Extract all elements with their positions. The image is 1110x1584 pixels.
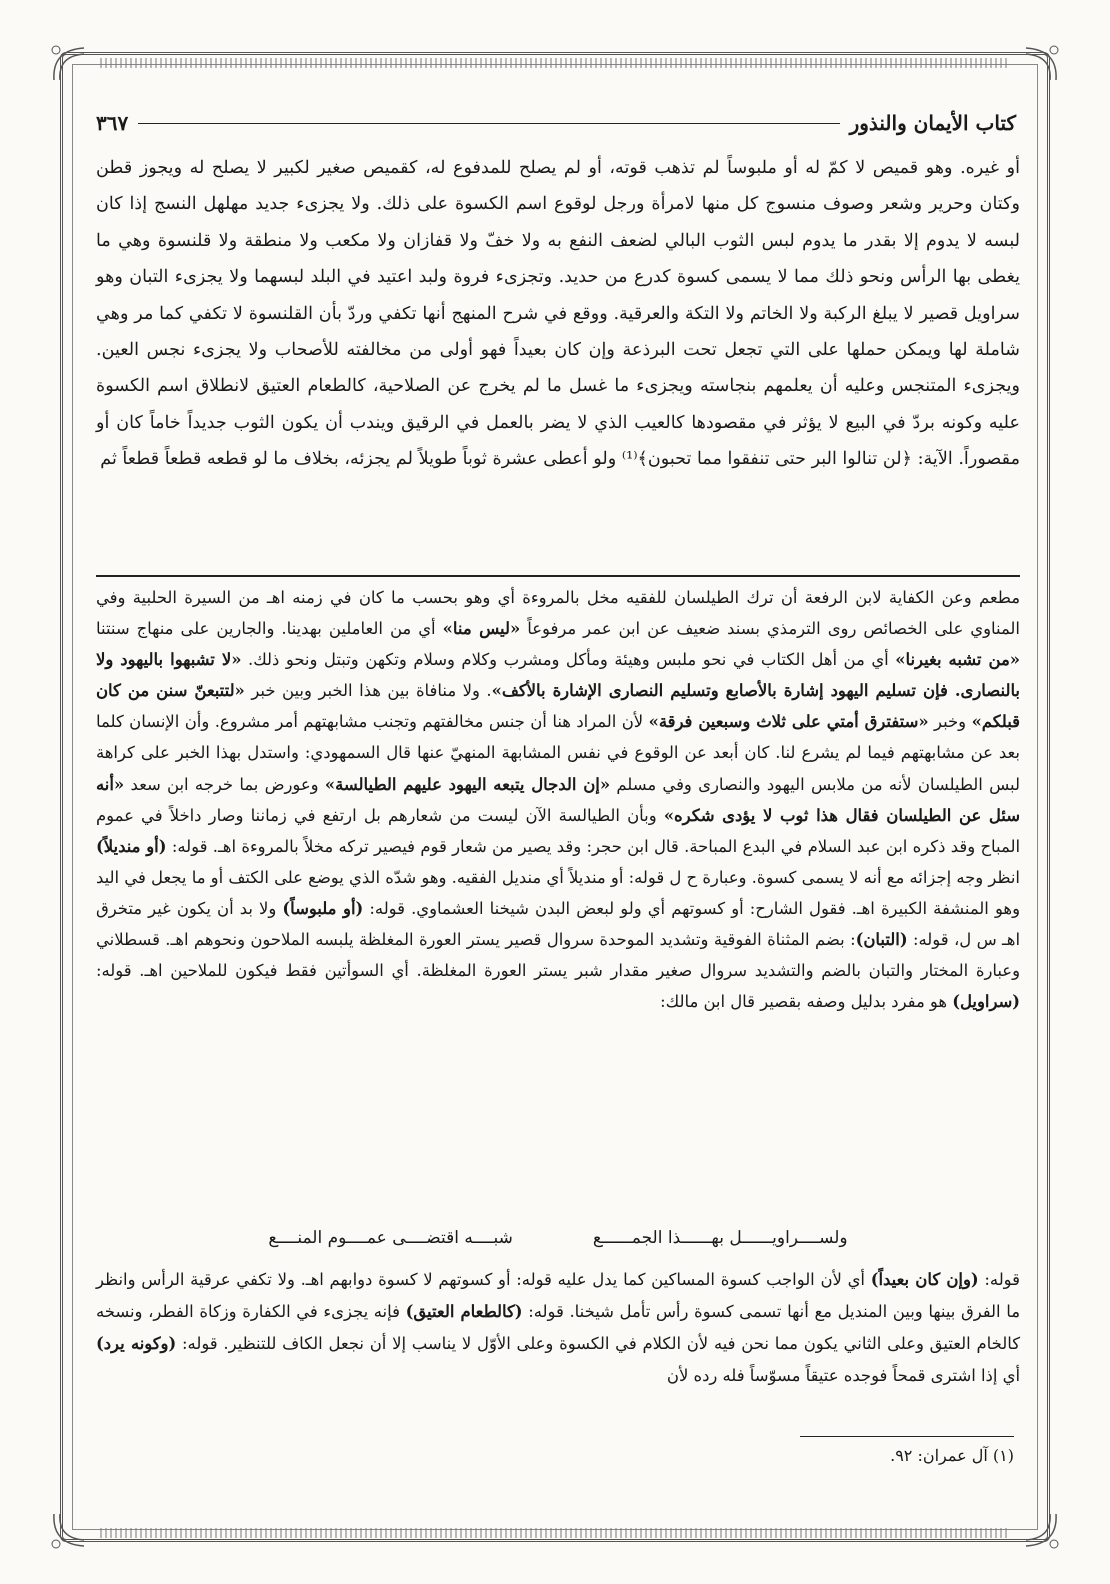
main-text-paragraph: أو غيره. وهو قميص لا كمّ له أو ملبوساً لم تذهب قوته، أو لم يصلح للمدفوع له، كقميص صغير لكبير لا يصلح له ويجوز قطن وكتان وحرير وشعر وصوف منسوج كل منها لامرأة ورجل لوقوع اسم الكسوة على ذلك. ولا يجزىء جديد مهلهل النسج إذا كان لبسه لا يدوم إلا بقدر ما يدوم لبس الثوب البالي لضعف النفع به ولا خفّ ولا قفازان ولا مكعب ولا منطقة ولا قلنسوة وهي ما يغطى بها الرأس ونحو ذلك مما لا يسمى كسوة كدرع من حديد. وتجزىء فروة ولبد اعتيد في البلد لبسهما ولا يجزىء التبان وهو سراويل قصير لا يبلغ الركبة ولا الخاتم ولا التكة والعرقية. ووقع في شرح المنهج أنها تكفي وردّ بأن القلنسوة لا تكفي كما مر وهي شاملة لها ويمكن حملها على التي تجعل تحت البرذعة وإن كان بعيداً فهو أولى من مخالفته للأصحاب ولا يجزىء نجس العين. ويجزىء المتنجس وعليه أن يعلمهم بنجاسته ويجزىء ما غسل ما لم يخرج عن الصلاحية، كالطعام العتيق لانطلاق اسم الكسوة عليه وكونه بردّ في البيع لا يؤثر في مقصودها كالعيب الذي لا يضر بالعمل في الرقيق ويندب أن يكون الثوب جديداً خاماً كان أو مقصوراً. الآية: ﴿لن تنالوا البر حتى تنفقوا مما تحبون﴾⁽¹⁾ ولو أعطى عشرة ثوباً طويلاً لم يجزئه، بخلاف ما لو قطعه قطعاً قطعاً ثم bbox=[96, 158, 1020, 470]
commentary-paragraph bbox=[96, 1264, 1020, 1392]
hadith-quote: «أنه سئل عن الطيلسان فقال هذا ثوب لا يؤدى شكره» bbox=[96, 774, 1020, 825]
commentary-text: وخبر bbox=[928, 712, 972, 732]
lemma: (التبان) bbox=[855, 930, 908, 950]
hadith-quote: «من تشبه بغيرنا» bbox=[895, 650, 1020, 670]
header-rule bbox=[138, 123, 839, 124]
commentary-continued bbox=[96, 1210, 1020, 1392]
commentary-text: قوله: bbox=[978, 1270, 1020, 1289]
corner-ornament-icon bbox=[46, 1508, 92, 1554]
commentary-text: أي من أهل الكتاب في نحو ملبس وهيئة ومأكل ومشرب وكلام وسلام وتكهن وتبتل ونحو ذلك. bbox=[241, 650, 896, 670]
running-header bbox=[96, 108, 1016, 138]
commentary-text: ولا بد أن يكون غير متخرق اهـ س ل، قوله: bbox=[96, 898, 1021, 950]
poem-hemistich-1: ولســــراويــــــل بهــــــذا الجمــــــع bbox=[592, 1228, 848, 1248]
commentary-text: أي إذا اشترى قمحاً فوجده عتيقاً مسوّساً فله رده لأن bbox=[666, 1366, 1020, 1385]
commentary-text: أي من العاملين بهدينا. والجارين على منهاج سنتنا bbox=[96, 619, 443, 639]
commentary-text: : بضم المثناة الفوقية وتشديد الموحدة سروال قصير يستر العورة المغلظة يلبسه الملاحون ونحوهم اهـ. قسطلاني وعبارة المختار والتبان بالضم والتشديد سروال صغير مقدار شبر يستر العورة المغلظة. أي السوأتين فقط فيكون للملاحين اهـ. قوله: bbox=[96, 930, 1020, 981]
commentary-text: انظر وجه إجزائه مع أنه لا يسمى كسوة. وعبارة ح ل قوله: أو منديلاً أي منديل الفقيه. وهو شدّه الذي يوضع على الكتف أو ما يجعل في اليد وهو المنشفة الكبيرة اهـ. فقول الشارح: أو كسوتهم أي ولو لبعض البدن شيخنا العشماوي. قوله: bbox=[96, 867, 1020, 918]
lemma: (وإن كان بعيداً) bbox=[870, 1270, 979, 1289]
commentary-text: هو مفرد بدليل وصفه بقصير قال ابن مالك: bbox=[660, 992, 953, 1012]
main-text bbox=[96, 150, 1020, 478]
border-ornament-bottom bbox=[100, 1528, 1010, 1538]
commentary-text: أي لأن الواجب كسوة المساكين كما يدل عليه قوله: أو كسوتهم لا كسوة دوابهم اهـ. ولا تكفي عرقية الرأس وانظر ما الفرق بينها وبين المنديل مع أنها تسمى كسوة رأس تأمل شيخنا. قوله: bbox=[96, 1270, 1020, 1321]
hadith-quote: «إن الدجال يتبعه اليهود عليهم الطيالسة» bbox=[324, 774, 611, 794]
corner-ornament-icon bbox=[46, 40, 92, 86]
commentary-text: فإنه يجزىء في الكفارة وزكاة الفطر، ونسخه كالخام العتيق وعلى الثاني يكون مما نحن فيه لأن الكلام في الكسوة وعلى الأوّل لا يناسب إلا أن نجعل الكاف للتنظير. قوله: bbox=[96, 1302, 1020, 1353]
commentary-text: لأن المراد هنا أن جنس مخالفتهم وتجنب مشابهتهم أمر مشروع. وأن الإنسان كلما بعد عن مشابهتهم فيما لم يشرع لنا. كان أبعد عن الوقوع في نفس المشابهة المنهيّ عنها قال السمهودي: واستدل بهذا الخبر على كراهة لبس الطيلسان لأنه من ملابس اليهود والنصارى وفي مسلم bbox=[96, 712, 1020, 794]
poem-hemistich-2: شبــــه اقتضــــى عمــــوم المنــــع bbox=[268, 1228, 513, 1248]
lemma: (وكونه يرد) bbox=[96, 1334, 177, 1353]
book-title: كتاب الأيمان والنذور bbox=[849, 111, 1016, 135]
hadith-quote: «ليس منا» bbox=[442, 619, 521, 639]
page-number: ٣٦٧ bbox=[96, 111, 129, 135]
hadith-quote: «لتتبعنّ سنن من كان قبلكم» bbox=[96, 681, 1020, 732]
corner-ornament-icon bbox=[1018, 40, 1064, 86]
commentary-paragraph bbox=[96, 582, 1020, 1017]
commentary-text: وعورض بما خرجه ابن سعد bbox=[124, 774, 325, 794]
lemma: (أو ملبوساً) bbox=[282, 898, 364, 918]
commentary-text: مطعم وعن الكفاية لابن الرفعة أن ترك الطيلسان للفقيه مخل بالمروءة أي وهو بحسب ما كان في زمنه اهـ من السيرة الحلبية وفي المناوي على الخصائص روى الترمذي بسند ضعيف عن ابن عمر مرفوعاً bbox=[96, 588, 1020, 639]
commentary-text: وبأن الطيالسة الآن ليست من شعارهم بل ارتفع في زماننا وصار داخلاً في عموم المباح وقد ذكره ابن عبد السلام في البدع المباحة. قال ابن حجر: وقد يصير من شعار قوم فيصير تركه مخلاً بالمروءة اهـ. قوله: bbox=[96, 805, 1020, 856]
commentary bbox=[96, 582, 1020, 1017]
border-ornament-top bbox=[100, 58, 1010, 68]
footnote-divider bbox=[800, 1436, 1014, 1437]
hadith-quote: «ستفترق أمتي على ثلاث وسبعين فرقة» bbox=[648, 712, 929, 732]
footnote: (١) آل عمران: ٩٢. bbox=[890, 1446, 1014, 1465]
commentary-text: . ولا منافاة بين هذا الخبر وبين خبر bbox=[244, 681, 492, 701]
corner-ornament-icon bbox=[1018, 1508, 1064, 1554]
poem-verse bbox=[96, 1222, 1020, 1254]
lemma: (سراويل) bbox=[952, 992, 1020, 1012]
section-divider bbox=[96, 575, 1020, 577]
lemma: (أو منديلاً) bbox=[96, 836, 167, 856]
lemma: (كالطعام العتيق) bbox=[405, 1302, 523, 1321]
hadith-quote: «لا تشبهوا باليهود ولا بالنصارى. فإن تسليم اليهود إشارة بالأصابع وتسليم النصارى الإشارة بالأكف» bbox=[96, 650, 1020, 701]
